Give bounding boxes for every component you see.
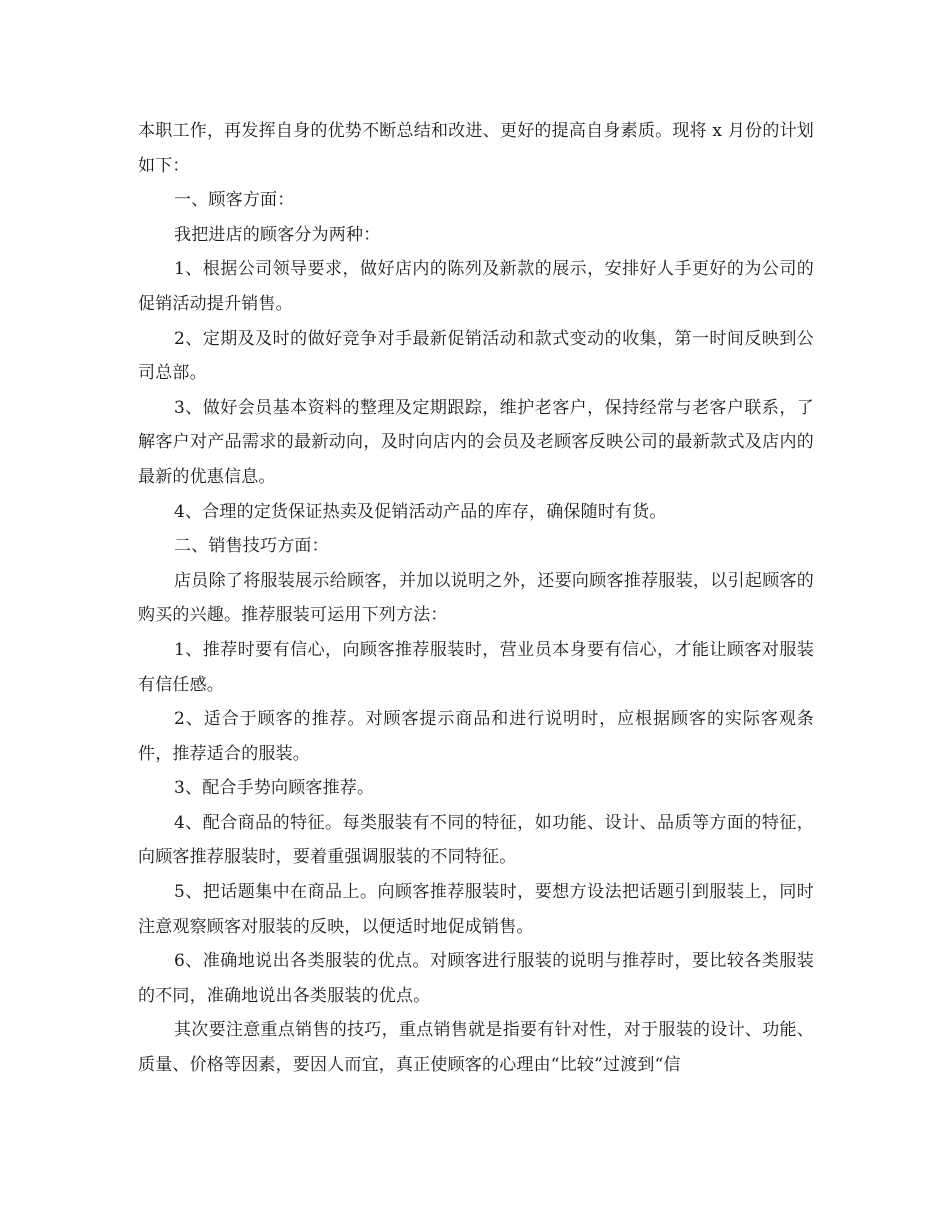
list-item: 5、把话题集中在商品上。向顾客推荐服装时，要想方设法把话题引到服装上，同时注意观察顾客对服装的反映，以便适时地促成销售。 (138, 882, 814, 937)
list-item: 2、定期及及时的做好竞争对手最新促销活动和款式变动的收集，第一时间反映到公司总部。 (138, 328, 814, 384)
list-item: 4、配合商品的特征。每类服装有不同的特征，如功能、设计、品质等方面的特征，向顾客推荐服装时，要着重强调服装的不同特征。 (138, 812, 814, 868)
list-item: 3、做好会员基本资料的整理及定期跟踪，维护老客户，保持经常与老客户联系，了解客户对产品需求的最新动向，及时向店内的会员及老顾客反映公司的最新款式及店内的最新的优惠信息。 (138, 397, 814, 487)
list-item: 1、推荐时要有信心，向顾客推荐服装时，营业员本身要有信心，才能让顾客对服装有信任感。 (138, 639, 814, 695)
list-item: 4、合理的定货保证热卖及促销活动产品的库存，确保随时有货。 (174, 501, 667, 522)
section-heading-customers: 一、顾客方面： (174, 190, 295, 211)
list-item: 1、根据公司领导要求，做好店内的陈列及新款的展示，安排好人手更好的为公司的促销活动提升销售。 (138, 259, 814, 314)
list-item: 6、准确地说出各类服装的优点。对顾客进行服装的说明与推荐时，要比较各类服装的不同，准确地说出各类服装的优点。 (138, 951, 814, 1006)
document-body (138, 114, 814, 1083)
paragraph-intro: 本职工作，再发挥自身的优势不断总结和改进、更好的提高自身素质。现将 x 月份的计划如下： (138, 121, 814, 176)
section-heading-sales-skills: 二、销售技巧方面： (174, 536, 329, 557)
list-item: 2、适合于顾客的推荐。对顾客提示商品和进行说明时，应根据顾客的实际客观条件，推荐适合的服装。 (138, 709, 814, 764)
paragraph: 店员除了将服装展示给顾客，并加以说明之外，还要向顾客推荐服装，以引起顾客的购买的兴趣。推荐服装可运用下列方法： (138, 570, 814, 626)
paragraph: 我把进店的顾客分为两种： (174, 224, 381, 245)
list-item: 3、配合手势向顾客推荐。 (174, 778, 375, 799)
paragraph: 其次要注意重点销售的技巧，重点销售就是指要有针对性，对于服装的设计、功能、质量、价格等因素，要因人而宜，真正使顾客的心理由“比较”过渡到“信 (138, 1020, 814, 1076)
